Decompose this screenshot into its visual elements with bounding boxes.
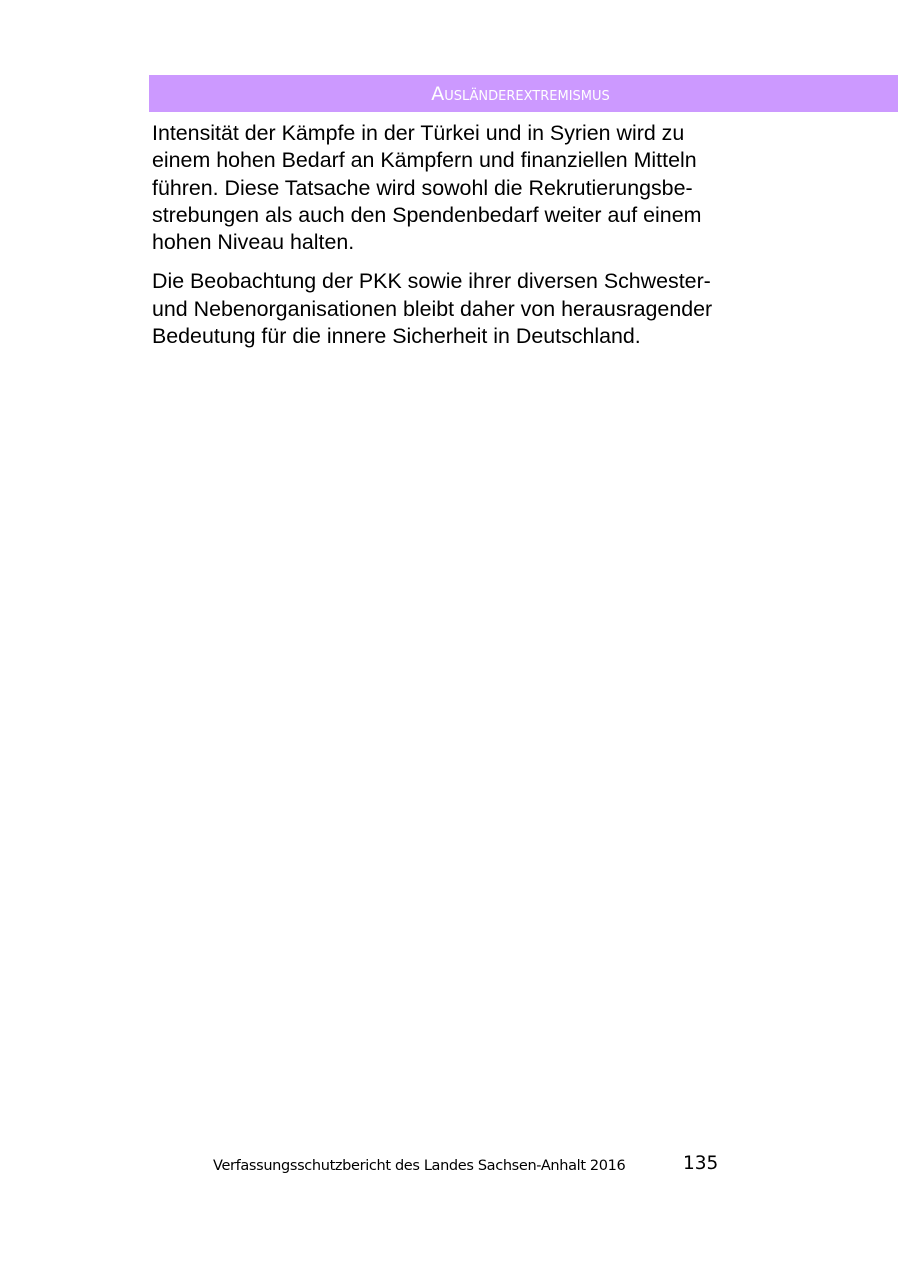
- paragraph: Die Beobachtung der PKK sowie ihrer diversen Schwester- und Nebenorganisationen bleibt daher von herausragender Bedeutung für die innere Sicherheit in Deutschland.: [152, 269, 713, 349]
- paragraph: Intensität der Kämpfe in der Türkei und in Syrien wird zu einem hohen Bedarf an Kämpfern und finanziellen Mitteln führen. Diese Tatsache wird sowohl die Rekrutierungsbe- strebungen als auch den Spendenbedarf weiter auf einem hohen Niveau halten.: [152, 121, 702, 255]
- page-footer: [0, 1152, 900, 1182]
- page-number: 135: [683, 1153, 719, 1174]
- main-content: [152, 120, 792, 350]
- footer-publication-title: Verfassungsschutzbericht des Landes Sachsen-Anhalt 2016: [213, 1158, 626, 1174]
- section-title: Ausländerextremismus: [431, 83, 610, 105]
- section-header-banner: [149, 75, 898, 112]
